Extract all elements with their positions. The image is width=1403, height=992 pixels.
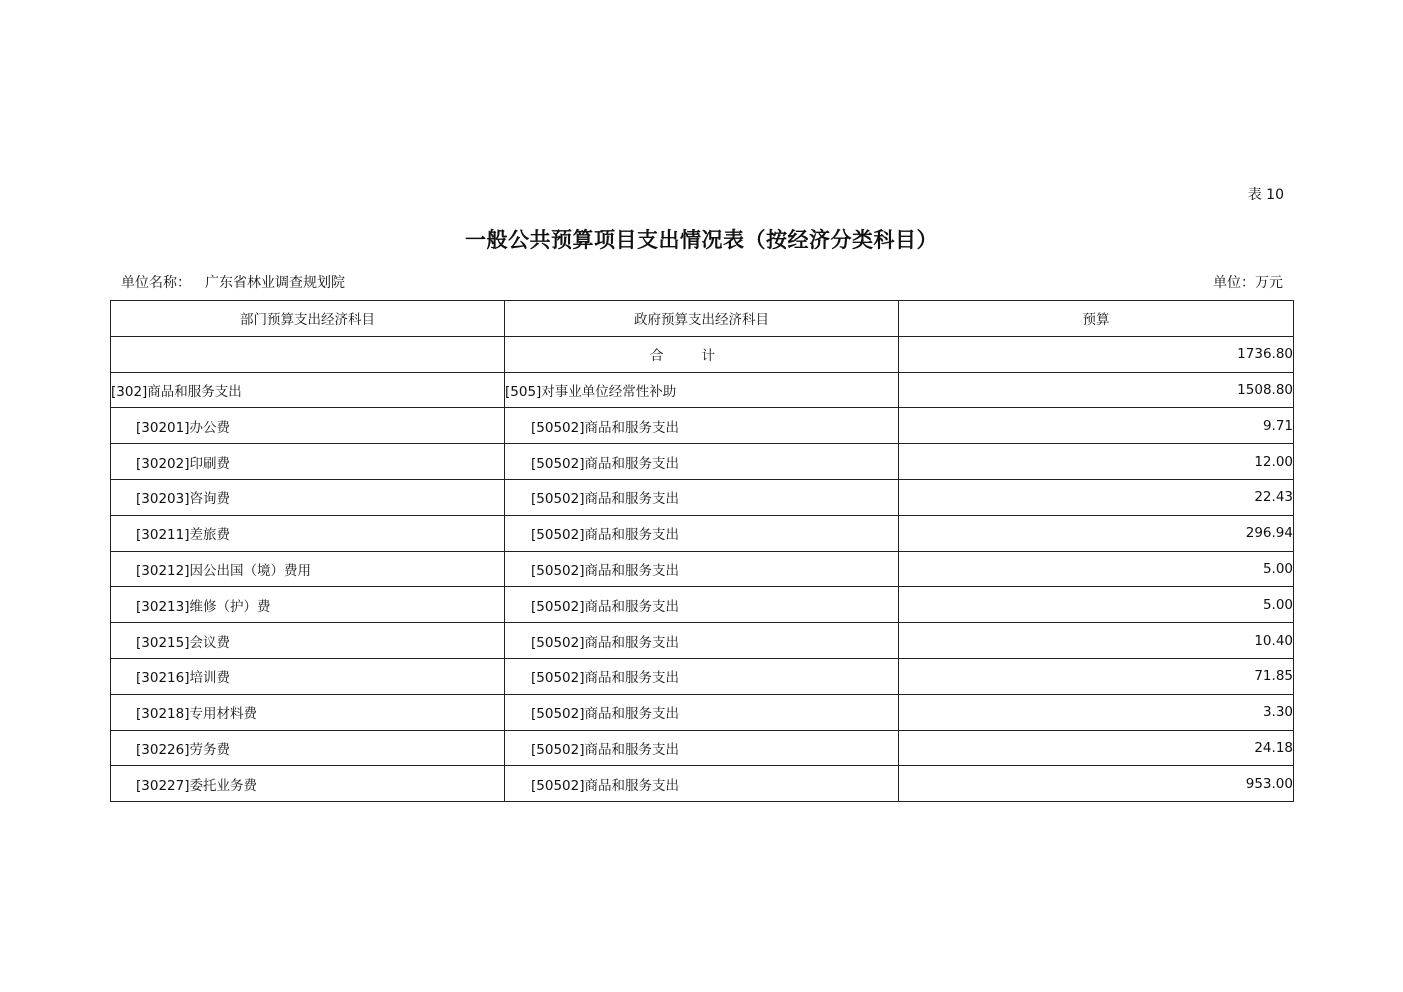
table-row: [111, 551, 1294, 587]
money-unit: 单位：万元: [1213, 275, 1283, 291]
budget-amount-cell: 10.40: [899, 623, 1294, 659]
dept-subject-cell: [30202]印刷费: [111, 444, 505, 480]
table-row: [111, 766, 1294, 802]
gov-subject-cell: [50502]商品和服务支出: [505, 766, 899, 802]
table-row: [111, 444, 1294, 480]
page-title: 一般公共预算项目支出情况表（按经济分类科目）: [465, 228, 938, 252]
gov-subject-cell: [50502]商品和服务支出: [505, 515, 899, 551]
total-label: 合计: [505, 336, 899, 372]
unit-name-value: 广东省林业调查规划院: [205, 275, 345, 291]
budget-amount-cell: 12.00: [899, 444, 1294, 480]
dept-subject-cell: [30213]维修（护）费: [111, 587, 505, 623]
gov-subject-cell: [50502]商品和服务支出: [505, 551, 899, 587]
dept-subject-cell: [302]商品和服务支出: [111, 372, 505, 408]
column-header-budget: 预算: [899, 301, 1294, 337]
gov-subject-cell: [50502]商品和服务支出: [505, 658, 899, 694]
budget-amount-cell: 22.43: [899, 479, 1294, 515]
unit-name-line: [121, 272, 345, 292]
budget-amount-cell: 9.71: [899, 408, 1294, 444]
gov-subject-cell: [50502]商品和服务支出: [505, 479, 899, 515]
dept-subject-cell: [30216]培训费: [111, 658, 505, 694]
table-header-row: [111, 301, 1294, 337]
dept-subject-cell: [30215]会议费: [111, 623, 505, 659]
table-number: 表 10: [1247, 187, 1284, 203]
table-row: [111, 694, 1294, 730]
table-row: [111, 372, 1294, 408]
budget-amount-cell: 1508.80: [899, 372, 1294, 408]
budget-table: [110, 300, 1294, 802]
table-row: [111, 658, 1294, 694]
table-row: [111, 515, 1294, 551]
dept-subject-cell: [30201]办公费: [111, 408, 505, 444]
column-header-dept: 部门预算支出经济科目: [111, 301, 505, 337]
dept-subject-cell: [30218]专用材料费: [111, 694, 505, 730]
table-row: [111, 479, 1294, 515]
gov-subject-cell: [50502]商品和服务支出: [505, 623, 899, 659]
gov-subject-cell: [50502]商品和服务支出: [505, 444, 899, 480]
table-row: [111, 623, 1294, 659]
dept-subject-cell: [30203]咨询费: [111, 479, 505, 515]
budget-amount-cell: 5.00: [899, 551, 1294, 587]
dept-subject-cell: [30226]劳务费: [111, 730, 505, 766]
total-empty-cell: [111, 336, 505, 372]
column-header-gov: 政府预算支出经济科目: [505, 301, 899, 337]
total-amount: 1736.80: [899, 336, 1294, 372]
table-row: [111, 587, 1294, 623]
budget-amount-cell: 953.00: [899, 766, 1294, 802]
budget-amount-cell: 5.00: [899, 587, 1294, 623]
dept-subject-cell: [30212]因公出国（境）费用: [111, 551, 505, 587]
total-row: [111, 336, 1294, 372]
gov-subject-cell: [50502]商品和服务支出: [505, 730, 899, 766]
budget-amount-cell: 24.18: [899, 730, 1294, 766]
unit-name-label: 单位名称：: [121, 275, 191, 291]
budget-amount-cell: 3.30: [899, 694, 1294, 730]
dept-subject-cell: [30227]委托业务费: [111, 766, 505, 802]
gov-subject-cell: [505]对事业单位经常性补助: [505, 372, 899, 408]
budget-amount-cell: 296.94: [899, 515, 1294, 551]
gov-subject-cell: [50502]商品和服务支出: [505, 408, 899, 444]
gov-subject-cell: [50502]商品和服务支出: [505, 694, 899, 730]
table-row: [111, 408, 1294, 444]
budget-amount-cell: 71.85: [899, 658, 1294, 694]
table-row: [111, 730, 1294, 766]
gov-subject-cell: [50502]商品和服务支出: [505, 587, 899, 623]
dept-subject-cell: [30211]差旅费: [111, 515, 505, 551]
